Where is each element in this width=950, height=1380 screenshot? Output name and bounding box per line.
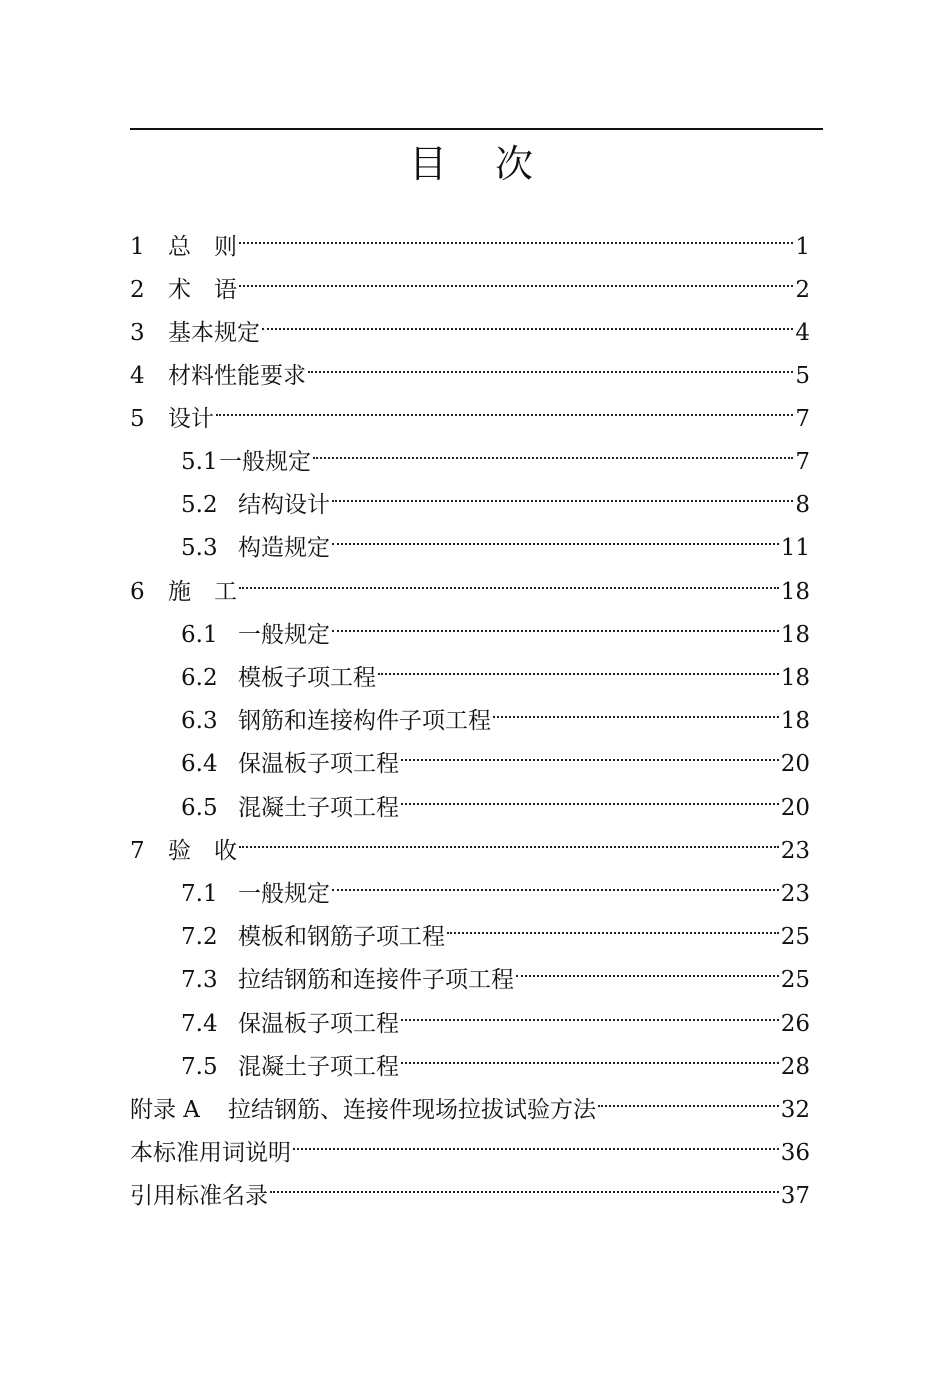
dot-leader — [493, 688, 779, 728]
dot-leader — [270, 1163, 779, 1203]
toc-entry-label: 一般规定 — [238, 622, 330, 648]
toc-entry-page: 7 — [795, 406, 810, 432]
toc-entry-label: 拉结钢筋和连接件子项工程 — [238, 967, 514, 993]
toc-entry-number: 7.3 — [181, 967, 218, 993]
toc-entry-page: 7 — [795, 449, 810, 475]
toc-entry-page: 1 — [795, 234, 810, 260]
toc-entry-number: 7.5 — [181, 1054, 218, 1080]
dot-leader — [332, 861, 779, 901]
page-title: 目 次 — [408, 142, 552, 186]
toc-entry-label: 保温板子项工程 — [238, 751, 399, 777]
toc-entry-page: 18 — [780, 622, 810, 648]
toc-entry-number: 6.5 — [181, 795, 218, 821]
dot-leader — [401, 991, 779, 1031]
toc-entry-appendix[interactable] — [130, 1077, 810, 1123]
toc-entry[interactable] — [181, 688, 810, 734]
toc-entry-page: 18 — [780, 708, 810, 734]
toc-entry-label: 材料性能要求 — [168, 363, 306, 389]
toc-entry-label: 钢筋和连接构件子项工程 — [238, 708, 491, 734]
toc-entry[interactable] — [130, 343, 810, 389]
dot-leader — [378, 645, 779, 685]
toc-entry-number: 6.4 — [181, 751, 218, 777]
toc-entry-page: 36 — [780, 1140, 810, 1166]
toc-entry-page: 32 — [780, 1097, 810, 1123]
toc-entry[interactable] — [130, 214, 810, 260]
toc-entry-number: 5.2 — [181, 492, 218, 518]
dot-leader — [262, 300, 793, 340]
toc-entry-page: 18 — [780, 579, 810, 605]
toc-entry-number: 6.2 — [181, 665, 218, 691]
toc-entry[interactable] — [130, 559, 810, 605]
dot-leader — [332, 602, 779, 642]
toc-entry-page: 4 — [795, 320, 810, 346]
toc-entry-number: 7.4 — [181, 1011, 218, 1037]
toc-entry[interactable] — [181, 731, 810, 777]
dot-leader — [401, 1034, 779, 1074]
toc-entry[interactable] — [130, 1120, 810, 1166]
dot-leader — [293, 1120, 779, 1160]
toc-entry[interactable] — [181, 861, 810, 907]
toc-entry-number: 7.2 — [181, 924, 218, 950]
toc-entry[interactable] — [181, 645, 810, 691]
toc-entry-label: 一般规定 — [219, 449, 311, 475]
toc-entry-page: 11 — [780, 535, 810, 561]
toc-entry[interactable] — [181, 472, 810, 518]
toc-entry[interactable] — [130, 300, 810, 346]
toc-entry-page: 28 — [780, 1054, 810, 1080]
dot-leader — [239, 818, 779, 858]
toc-entry-label: 本标准用词说明 — [130, 1140, 291, 1166]
toc-entry[interactable] — [181, 1034, 810, 1080]
dot-leader — [598, 1077, 779, 1117]
toc-entry-page: 2 — [795, 277, 810, 303]
toc-entry-number: 4 — [130, 363, 145, 389]
toc-entry-page: 25 — [780, 924, 810, 950]
toc-entry-number: 2 — [130, 277, 145, 303]
toc-entry-label: 引用标准名录 — [130, 1183, 268, 1209]
toc-entry-number: 6.1 — [181, 622, 218, 648]
toc-entry-label: 模板子项工程 — [238, 665, 376, 691]
dot-leader — [239, 559, 779, 599]
toc-entry[interactable] — [181, 602, 810, 648]
toc-entry-number: 1 — [130, 234, 145, 260]
toc-entry-page: 23 — [780, 838, 810, 864]
toc-entry-label: 术 语 — [168, 277, 237, 303]
toc-entry[interactable] — [181, 775, 810, 821]
toc-entry[interactable] — [130, 386, 810, 432]
dot-leader — [516, 947, 779, 987]
toc-entry[interactable] — [181, 515, 810, 561]
toc-entry-label: 结构设计 — [238, 492, 330, 518]
dot-leader — [332, 472, 793, 512]
toc-entry-page: 25 — [780, 967, 810, 993]
toc-entry-page: 8 — [795, 492, 810, 518]
toc-entry-number: 5.1 — [181, 449, 218, 475]
toc-entry-page: 20 — [780, 751, 810, 777]
toc-entry[interactable] — [181, 429, 810, 475]
toc-entry-label: 混凝土子项工程 — [238, 1054, 399, 1080]
dot-leader — [332, 515, 779, 555]
toc-entry-number: 7.1 — [181, 881, 218, 907]
toc-entry[interactable] — [181, 991, 810, 1037]
toc-entry-label: 验 收 — [168, 838, 237, 864]
dot-leader — [239, 257, 793, 297]
dot-leader — [313, 429, 793, 469]
toc-entry-label: 基本规定 — [168, 320, 260, 346]
toc-entry-number: 6.3 — [181, 708, 218, 734]
toc-entry[interactable] — [181, 947, 810, 993]
toc-entry-label: 一般规定 — [238, 881, 330, 907]
toc-entry-number: 附录 A — [130, 1097, 200, 1123]
toc-entry-number: 3 — [130, 320, 145, 346]
dot-leader — [239, 214, 793, 254]
toc-entry-label: 拉结钢筋、连接件现场拉拔试验方法 — [228, 1097, 596, 1123]
toc-entry[interactable] — [130, 257, 810, 303]
toc-entry-number: 6 — [130, 579, 145, 605]
toc-entry-label: 混凝土子项工程 — [238, 795, 399, 821]
toc-entry-number: 5 — [130, 406, 145, 432]
toc-entry-page: 18 — [780, 665, 810, 691]
toc-entry-page: 23 — [780, 881, 810, 907]
toc-entry-label: 构造规定 — [238, 535, 330, 561]
toc-entry-label: 模板和钢筋子项工程 — [238, 924, 445, 950]
toc-entry-page: 37 — [780, 1183, 810, 1209]
dot-leader — [447, 904, 779, 944]
dot-leader — [308, 343, 793, 383]
toc-entry-page: 26 — [780, 1011, 810, 1037]
toc-entry[interactable] — [181, 904, 810, 950]
toc-entry-label: 施 工 — [168, 579, 237, 605]
toc-entry[interactable] — [130, 1163, 810, 1209]
toc-entry-label: 设计 — [168, 406, 214, 432]
toc-entry-number: 5.3 — [181, 535, 218, 561]
dot-leader — [216, 386, 793, 426]
toc-entry-label: 总 则 — [168, 234, 237, 260]
dot-leader — [401, 775, 779, 815]
toc-entry-number: 7 — [130, 838, 145, 864]
toc-entry-label: 保温板子项工程 — [238, 1011, 399, 1037]
toc-entry-page: 5 — [795, 363, 810, 389]
toc-entry-page: 20 — [780, 795, 810, 821]
toc-entry[interactable] — [130, 818, 810, 864]
dot-leader — [401, 731, 779, 771]
